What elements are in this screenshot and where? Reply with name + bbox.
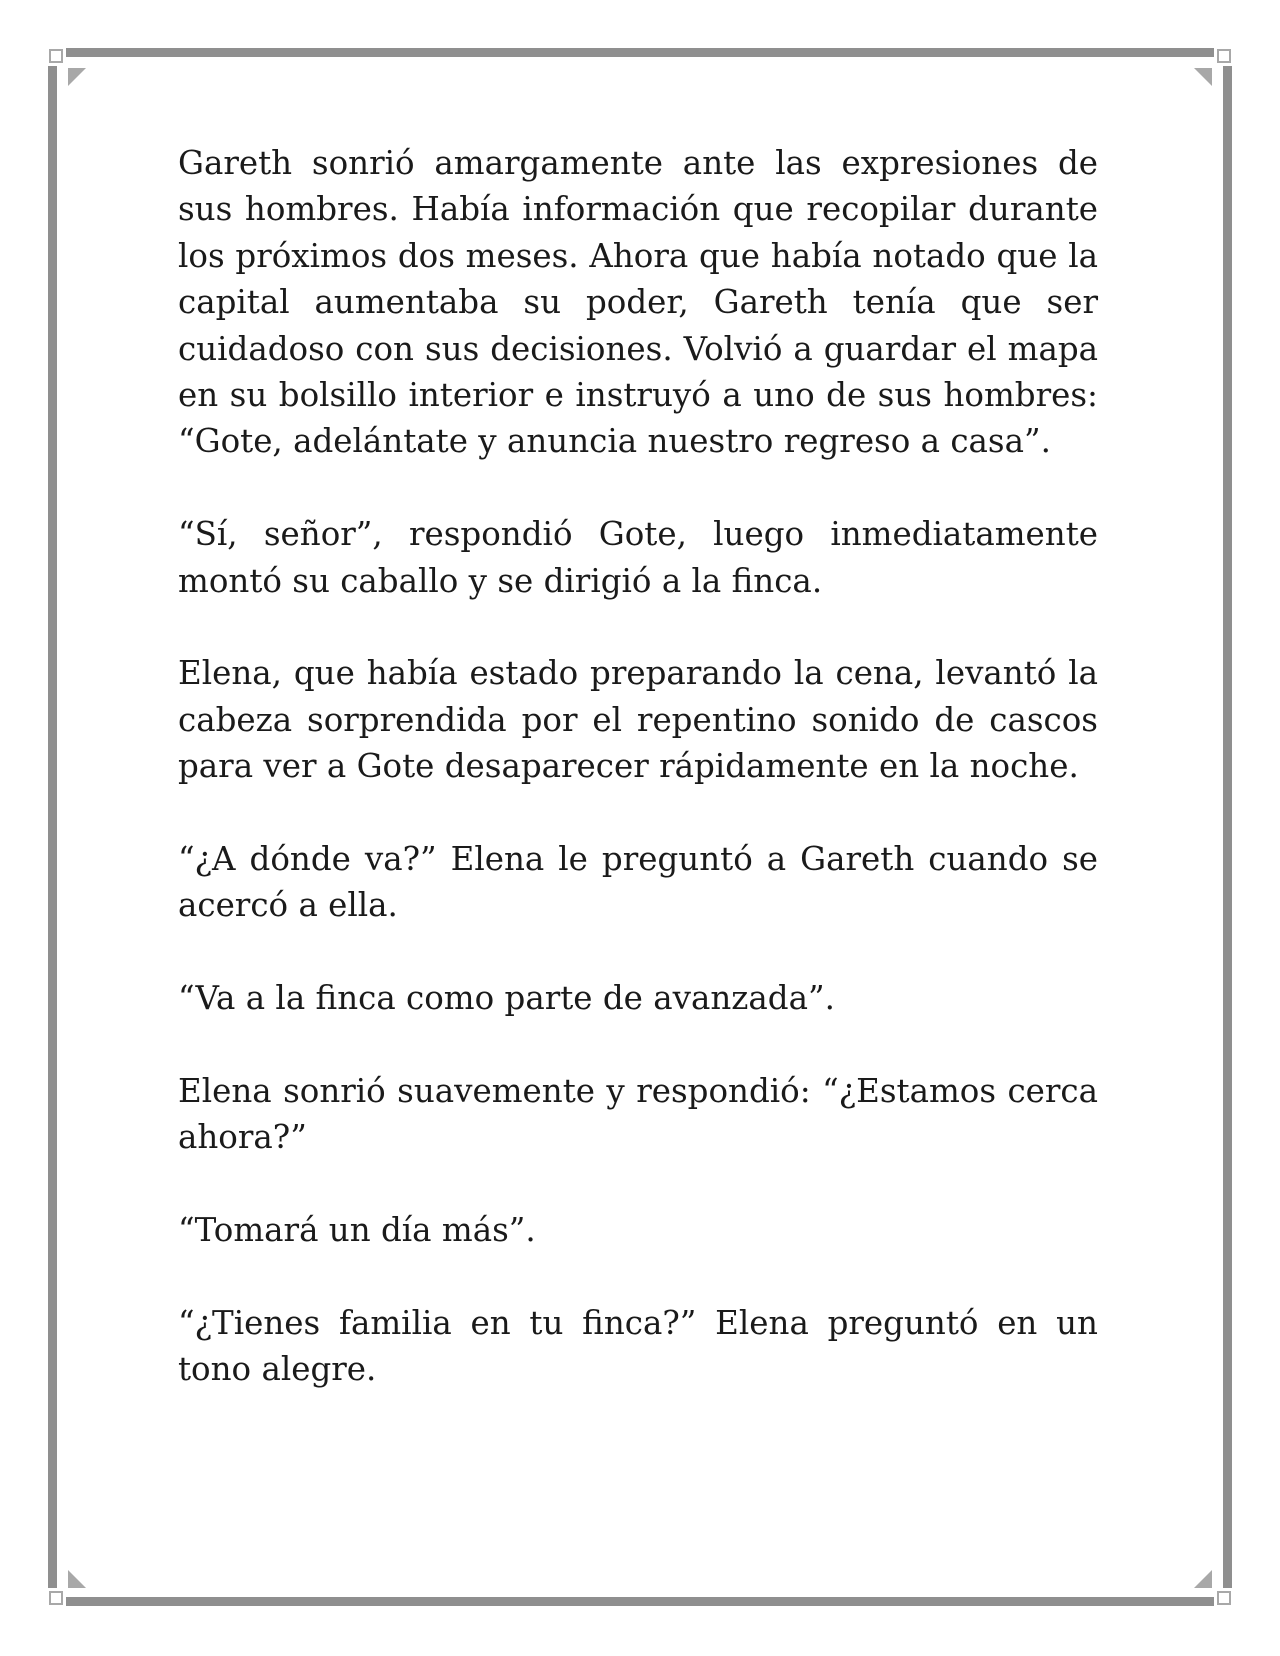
paragraph: Elena, que había estado preparando la cena, levantó la cabeza sorprendida por el repentino sonido de cascos para ver a Gote desaparecer rápidamente en la noche.: [178, 654, 1098, 786]
paragraph: “Tomará un día más”.: [178, 1211, 536, 1250]
border-bottom: [66, 1597, 1214, 1606]
border-top: [66, 48, 1214, 57]
corner-triangle-bottom-left: [68, 1570, 86, 1588]
paragraph: “¿Tienes familia en tu finca?” Elena preguntó en un tono alegre.: [178, 1304, 1098, 1389]
corner-square-bottom-left: [50, 1592, 62, 1604]
paragraph: Elena sonrió suavemente y respondió: “¿Estamos cerca ahora?”: [178, 1072, 1098, 1157]
paragraph: “Va a la finca como parte de avanzada”.: [178, 979, 835, 1018]
corner-triangle-bottom-right: [1194, 1570, 1212, 1588]
border-right: [1223, 66, 1232, 1588]
corner-square-bottom-right: [1218, 1592, 1230, 1604]
corner-triangle-top-left: [68, 68, 86, 86]
paragraph: “Sí, señor”, respondió Gote, luego inmediatamente montó su caballo y se dirigió a la finca.: [178, 515, 1098, 600]
paragraph: “¿A dónde va?” Elena le preguntó a Gareth cuando se acercó a ella.: [178, 840, 1098, 925]
document-body: [178, 140, 1098, 1393]
corner-square-top-right: [1218, 50, 1230, 62]
paragraph: Gareth sonrió amargamente ante las expresiones de sus hombres. Había información que recopilar durante los próximos dos meses. Ahora que había notado que la capital aumentaba su poder, Gareth tenía que ser cuidadoso con sus decisiones. Volvió a guardar el mapa en su bolsillo interior e instruyó a uno de sus hombres: “Gote, adelántate y anuncia nuestro regreso a casa”.: [178, 144, 1098, 461]
corner-square-top-left: [50, 50, 62, 62]
corner-triangle-top-right: [1194, 68, 1212, 86]
border-left: [48, 66, 57, 1588]
